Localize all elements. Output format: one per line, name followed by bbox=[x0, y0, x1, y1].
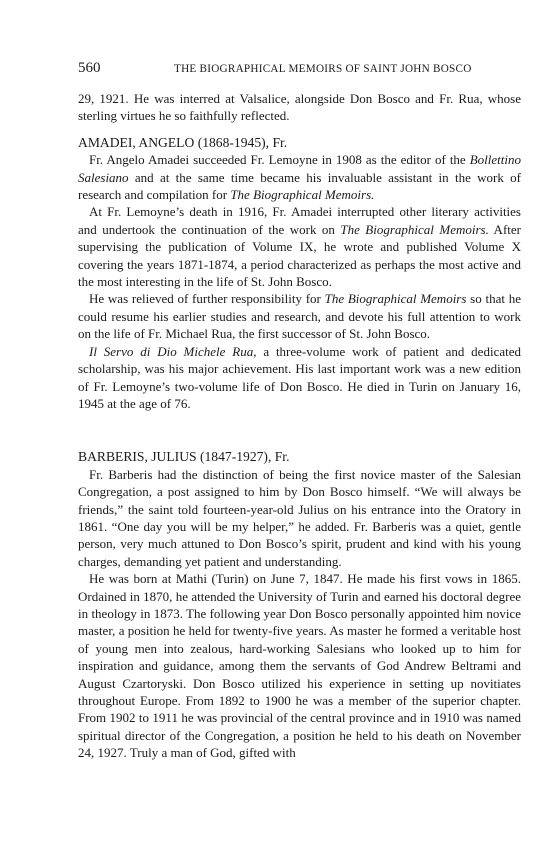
amadei-paragraph-3: He was relieved of further responsibility for The Biographical Memoirs so that he could resume his earlier studies and research, and devote his full attention to work on the life of Fr. Michael Rua, the first successor of St. John Bosco. bbox=[78, 291, 522, 342]
amadei-paragraph-4: Il Servo di Dio Michele Rua, a three-volume work of patient and dedicated scholarship, was his major achievement. His last important work was a new edition of Fr. Lemoyne’s two-volume life of Don Bosco. He died in Turin on January 16, 1945 at the age of 76. bbox=[78, 343, 521, 411]
entry-heading-barberis: BARBERIS, JULIUS (1847-1927), Fr. bbox=[78, 449, 290, 465]
page-number: 560 bbox=[78, 60, 101, 76]
barberis-paragraph-1: Fr. Barberis had the distinction of being the first novice master of the Salesian Congregation, a post assigned to him by Don Bosco himself. “We will always be friends,” the saint told fourteen-year-old Julius on his entrance into the Oratory in 1861. “One day you will be my helper,” he added. Fr. Barberis was a quiet, gentle person, very much attuned to Don Bosco’s spirit, prudent and kind with his young charges, demanding yet patient and understanding. bbox=[78, 466, 521, 569]
amadei-paragraph-1: Fr. Angelo Amadei succeeded Fr. Lemoyne in 1908 as the editor of the Bollettino Salesiano and at the same time became his invaluable assistant in the work of research and compilation for The Biographical Memoirs. bbox=[78, 152, 521, 203]
page-header bbox=[78, 60, 515, 77]
amadei-paragraph-2: At Fr. Lemoyne’s death in 1916, Fr. Amadei interrupted other literary activities and undertook the continuation of the work on The Biographical Memoirs. After supervising the publication of Volume IX, he wrote and published Volume X covering the years 1871-1874, a period characterized as perhaps the most active and the most interesting in the life of St. John Bosco. bbox=[78, 204, 521, 290]
page-body bbox=[78, 90, 521, 762]
running-title: THE BIOGRAPHICAL MEMOIRS OF SAINT JOHN BOSCO bbox=[174, 63, 472, 75]
barberis-paragraph-2: He was born at Mathi (Turin) on June 7, 1847. He made his first vows in 1865. Ordained in 1870, he attended the University of Turin and earned his doctoral degree in theology in 1873. The following year Don Bosco personally appointed him novice master, a position he held for twenty-five years. As master he formed a veritable host of young men into zealous, hard-working Salesians who looked up to him for inspiration and guidance, among them the servants of God Andrew Beltrami and August Czartoryski. Don Bosco utilized his experience in setting up novitiates throughout Europe. From 1892 to 1900 he was a member of the superior chapter. From 1902 to 1911 he was provincial of the central province and in 1910 was named spiritual director of the Congregation, a position he held to his death on November 24, 1927. Truly a man of God, gifted with bbox=[78, 571, 521, 761]
continuation-paragraph: 29, 1921. He was interred at Valsalice, alongside Don Bosco and Fr. Rua, whose sterling virtues he so faithfully reflected. bbox=[78, 91, 521, 124]
entry-heading-amadei: AMADEI, ANGELO (1868-1945), Fr. bbox=[78, 134, 288, 150]
